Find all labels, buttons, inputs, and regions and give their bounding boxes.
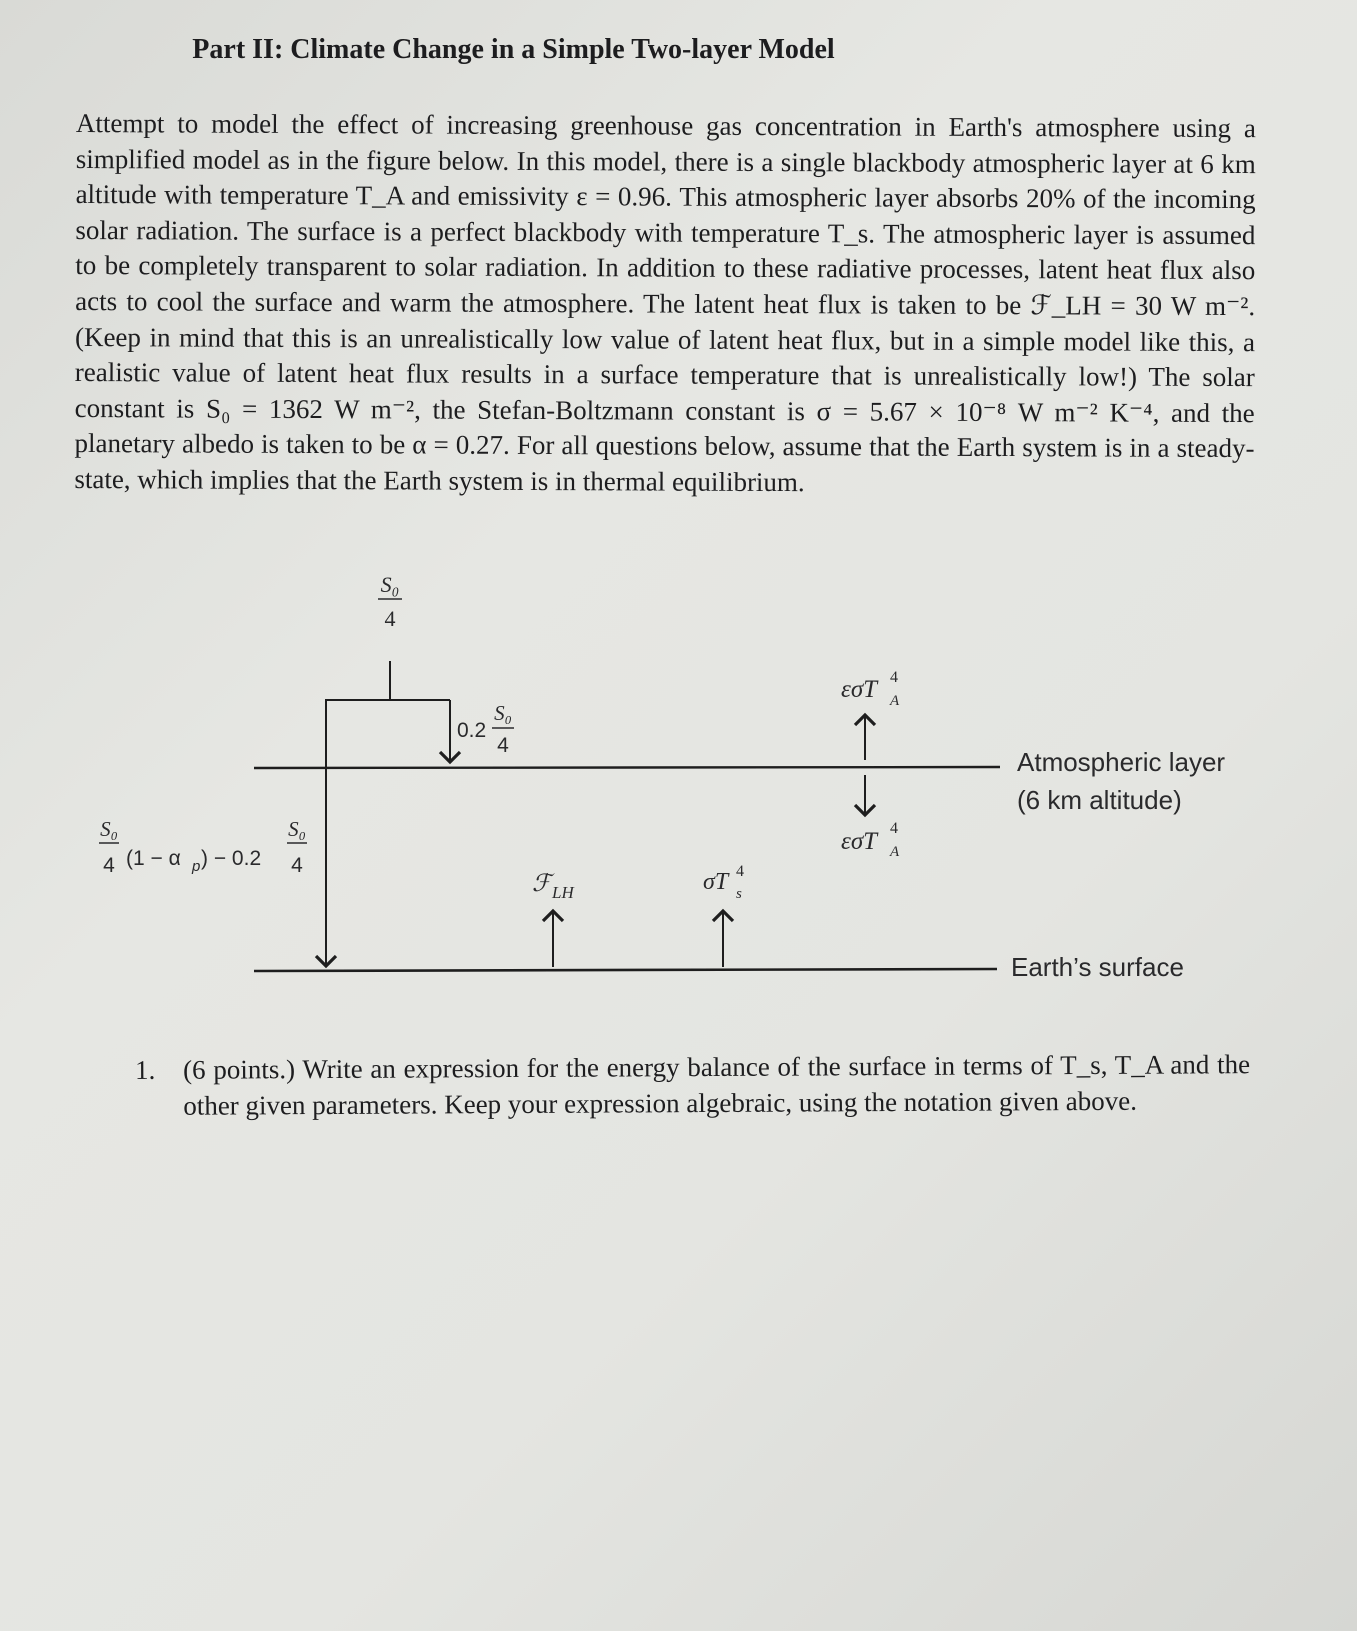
svg-text:εσT: εσT [841, 828, 878, 855]
svg-text:S₀: S₀ [380, 572, 400, 597]
surface-line [254, 969, 997, 971]
svg-text:LH: LH [552, 883, 574, 902]
svg-text:εσT: εσT [841, 676, 878, 703]
intro-text: Attempt to model the effect of increasing greenhouse gas concentration in Earth's atmosphere using a simplified model as in the figure below. In this model, there is a single blackbody atmospheric layer at 6 km altitude with temperature T_A and emissivity ε = 0.96. This atmospheric layer absorbs 20% of the incoming solar radiation. The surface is a perfect blackbody with temperature T_s. The atmospheric layer is assumed to be completely transparent to solar radiation. In addition to these radiative processes, latent heat flux also acts to cool the surface and warm the atmosphere. The latent heat flux is taken to be ℱ_LH = 30 W m⁻². (Keep in mind that this is an unrealistically low value of latent heat flux, but in a simple model like this, a realistic value of latent heat flux results in a surface temperature that is unrealistically low!) The solar constant is S₀ = 1362 W m⁻², the Stefan-Boltzmann constant is σ = 5.67 × 10⁻⁸ W m⁻² K⁻⁴, and the planetary albedo is taken to be α = 0.27. For all questions below, assume that the Earth system is in a steady-state, which implies that the Earth system is in thermal equilibrium. [74, 107, 1256, 498]
two-layer-diagram [0, 560, 1357, 1000]
svg-text:S₀: S₀ [100, 817, 118, 841]
svg-text:4: 4 [890, 669, 898, 686]
svg-text:4: 4 [497, 734, 509, 757]
svg-text:A: A [890, 693, 900, 709]
question-1 [135, 1047, 1250, 1124]
surface-emission-label [703, 863, 744, 902]
atmospheric-layer-label [1017, 747, 1225, 815]
atmospheric-layer-line [254, 767, 1000, 768]
svg-text:(1 − α: (1 − α [126, 847, 181, 870]
latent-heat-label [532, 871, 575, 902]
svg-text:p: p [192, 858, 201, 875]
svg-text:) − 0.2: ) − 0.2 [201, 847, 262, 870]
svg-text:4: 4 [103, 854, 115, 877]
surface-solar-label [99, 817, 307, 877]
question-text: (6 points.) Write an expression for the energy balance of the surface in terms of T_s, T_A and the other given parameters. Keep your expression algebraic, using the notation given above. [183, 1049, 1251, 1121]
svg-text:4: 4 [890, 820, 898, 837]
svg-text:σT: σT [703, 869, 729, 895]
svg-text:S₀: S₀ [288, 817, 306, 841]
svg-text:S₀: S₀ [494, 701, 512, 725]
svg-text:s: s [736, 886, 742, 902]
page-title: Part II: Climate Change in a Simple Two-layer Model [192, 34, 835, 65]
solar-split-box [326, 700, 450, 965]
atm-upward-emission-label [841, 669, 900, 709]
svg-text:ℱ: ℱ [532, 871, 551, 897]
surface-label: Earth’s surface [1011, 952, 1184, 982]
svg-text:4: 4 [384, 606, 396, 631]
question-number: 1. [135, 1054, 156, 1085]
svg-text:0.2: 0.2 [457, 719, 487, 742]
incoming-solar-label [378, 572, 402, 631]
svg-text:4: 4 [736, 863, 744, 880]
atm-downward-emission-label [841, 820, 900, 860]
absorbed-solar-label [457, 701, 514, 757]
intro-paragraph [74, 106, 1256, 503]
svg-text:A: A [890, 844, 900, 860]
svg-text:4: 4 [291, 854, 303, 877]
svg-text:(6 km altitude): (6 km altitude) [1017, 785, 1182, 815]
svg-text:Atmospheric layer: Atmospheric layer [1017, 747, 1226, 777]
